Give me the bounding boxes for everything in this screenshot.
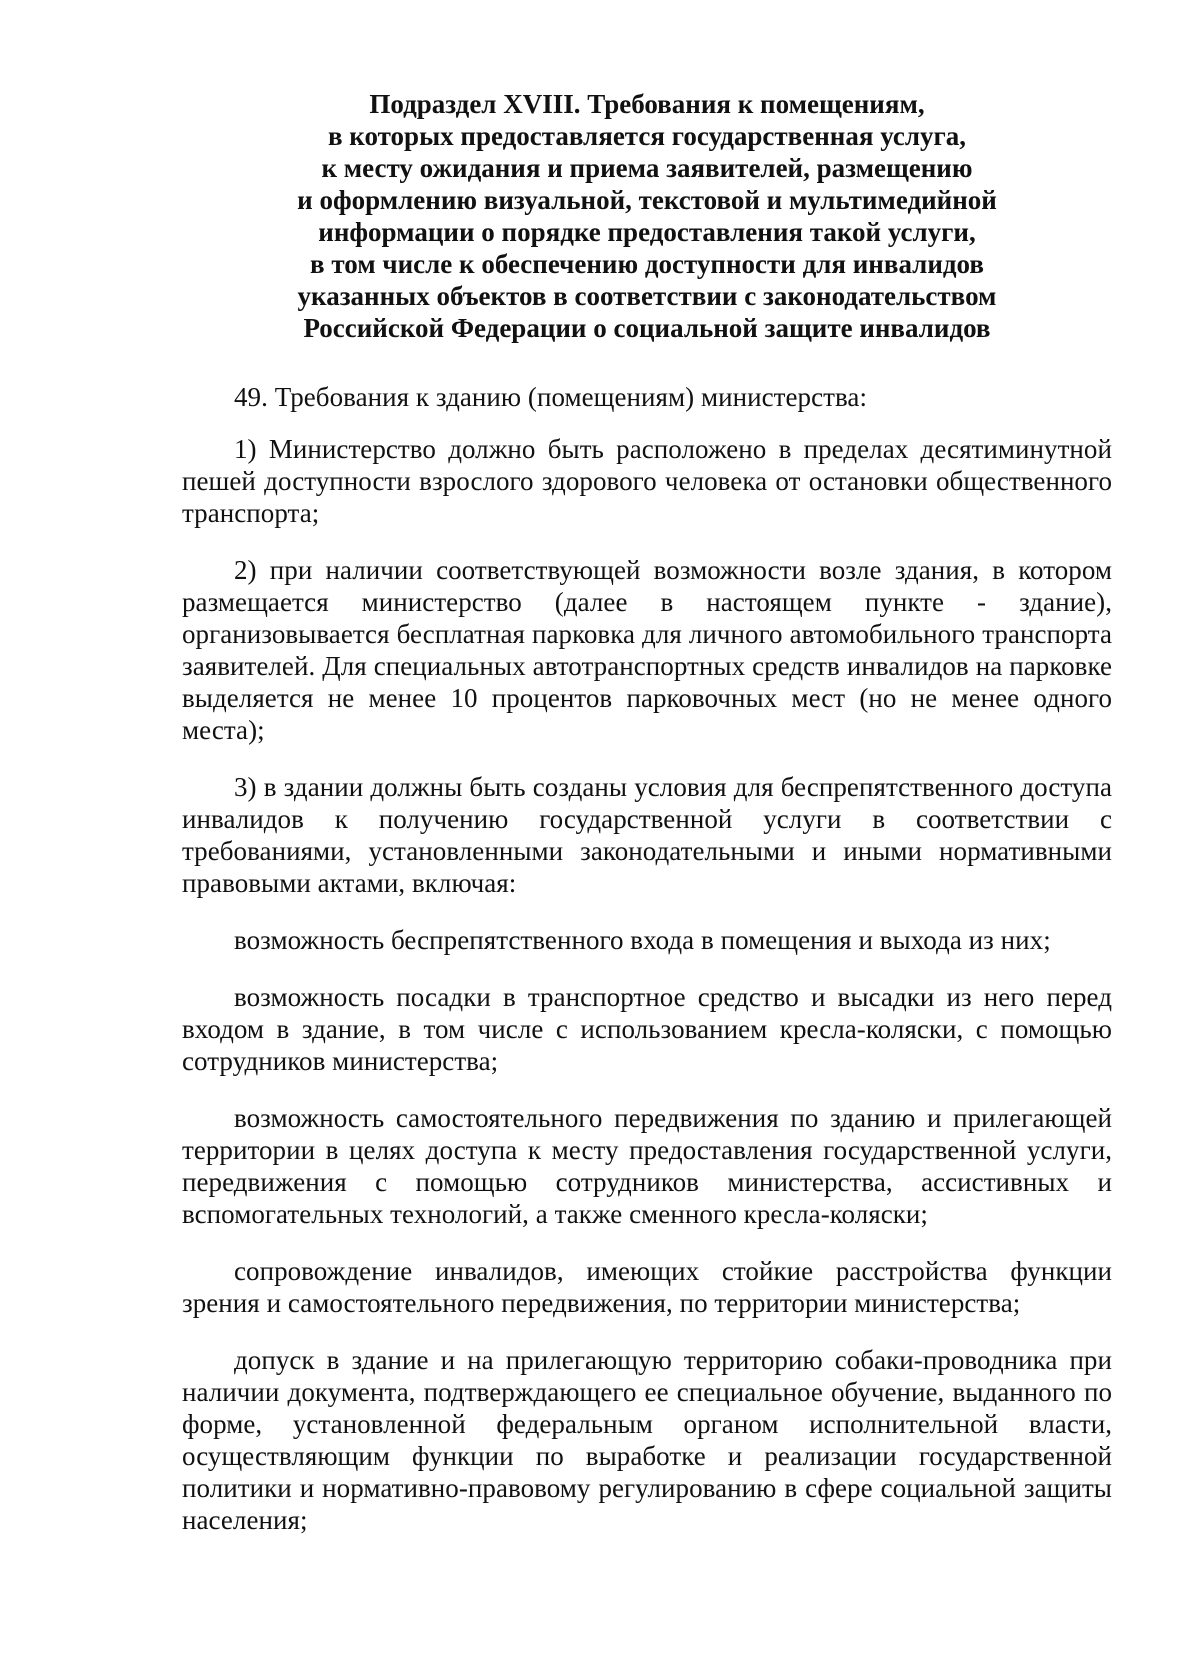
heading-line: указанных объектов в соответствии с законодательством: [297, 281, 997, 311]
heading-line: и оформлению визуальной, текстовой и мультимедийной: [297, 185, 997, 215]
section-heading: [182, 88, 1112, 344]
heading-line: информации о порядке предоставления такой услуги,: [318, 217, 976, 247]
paragraph-subitem-1: 1) Министерство должно быть расположено в пределах десятиминутной пешей доступности взрослого здорового человека от остановки общественного транспорта;: [182, 434, 1112, 528]
paragraph-subitem-3: 3) в здании должны быть созданы условия для беспрепятственного доступа инвалидов к получению государственной услуги в соответствии с требованиями, установленными законодательными и иными нормативными правовыми актами, включая:: [182, 772, 1112, 898]
paragraph-boarding: возможность посадки в транспортное средство и высадки из него перед входом в здание, в том числе с использованием кресла-коляски, с помощью сотрудников министерства;: [182, 982, 1112, 1076]
heading-line: Подраздел XVIII. Требования к помещениям,: [369, 89, 925, 119]
heading-line: Российской Федерации о социальной защите инвалидов: [303, 313, 991, 343]
heading-line: к месту ожидания и приема заявителей, размещению: [321, 153, 973, 183]
paragraph-item-49: 49. Требования к зданию (помещениям) министерства:: [234, 382, 867, 412]
paragraph-escort: сопровождение инвалидов, имеющих стойкие расстройства функции зрения и самостоятельного передвижения, по территории министерства;: [182, 1256, 1112, 1318]
paragraph-movement: возможность самостоятельного передвижения по зданию и прилегающей территории в целях доступа к месту предоставления государственной услуги, передвижения с помощью сотрудников министерства, ассистивных и вспомогательных технологий, а также сменного кресла-коляски;: [182, 1103, 1112, 1229]
paragraph-subitem-2: 2) при наличии соответствующей возможности возле здания, в котором размещается министерство (далее в настоящем пункте - здание), организовывается бесплатная парковка для личного автомобильного транспорта заявителей. Для специальных автотранспортных средств инвалидов на парковке выделяется не менее 10 процентов парковочных мест (но не менее одного места);: [182, 555, 1112, 745]
paragraph-entrance: возможность беспрепятственного входа в помещения и выхода из них;: [234, 925, 1051, 955]
paragraph-guide-dog: допуск в здание и на прилегающую территорию собаки-проводника при наличии документа, подтверждающего ее специальное обучение, выданного по форме, установленной федеральным органом исполнительной власти, осуществляющим функции по выработке и реализации государственной политики и нормативно-правовому регулированию в сфере социальной защиты населения;: [182, 1345, 1112, 1535]
heading-line: в которых предоставляется государственная услуга,: [327, 121, 967, 151]
heading-line: в том числе к обеспечению доступности для инвалидов: [310, 249, 984, 279]
